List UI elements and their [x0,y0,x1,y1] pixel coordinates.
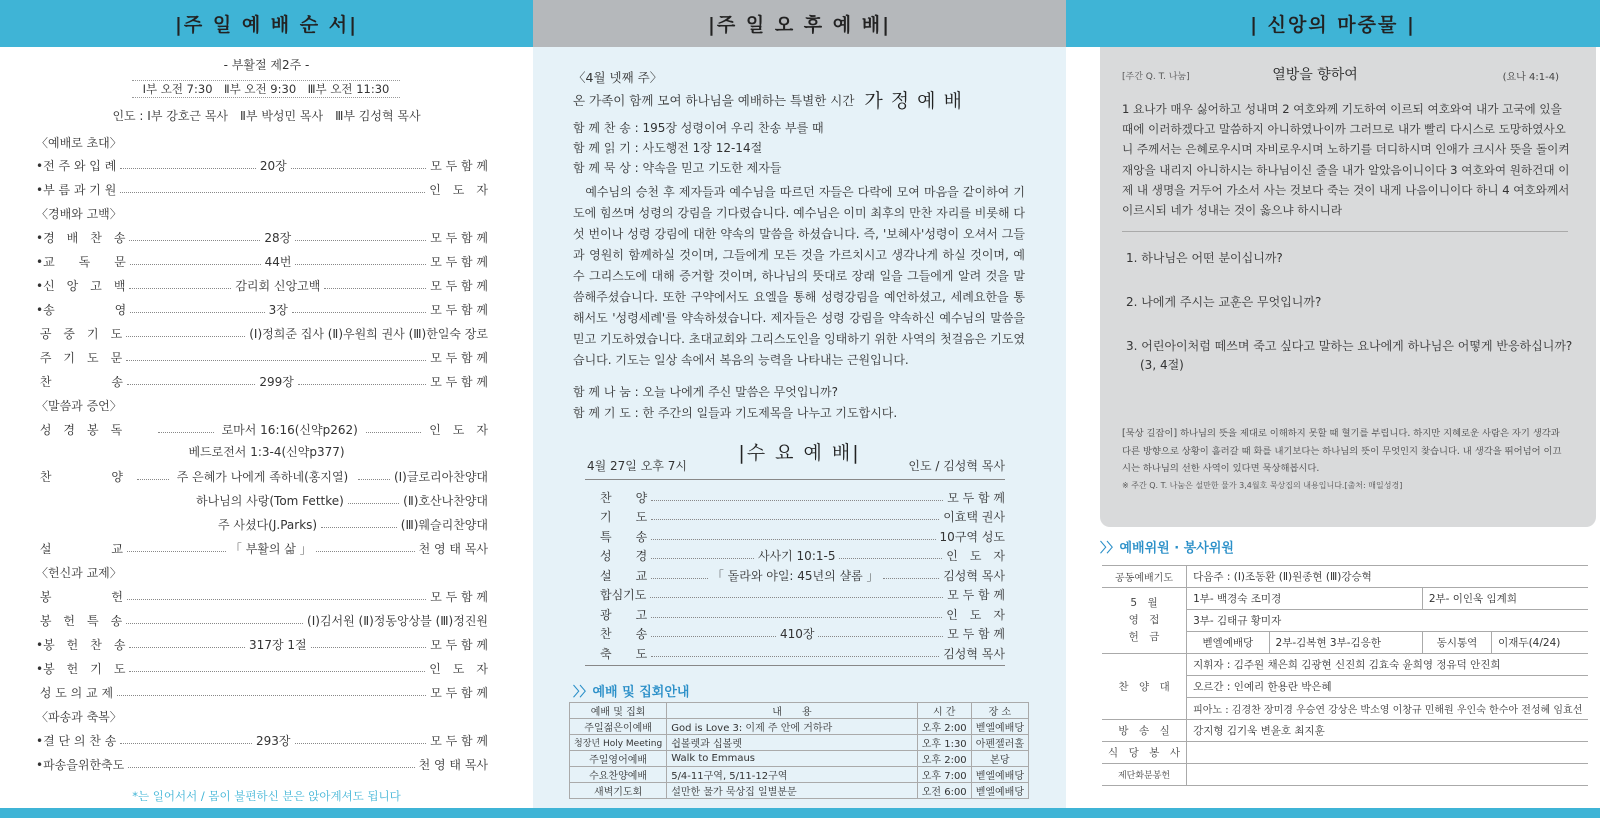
staff-row: 5 월 영 접 헌 금 1부- 백경숙 조미경 2부- 이인욱 임계희 [1102,588,1588,610]
order-row: •전 주 와 입 례 20장 모 두 함 께 [36,158,489,173]
meditation-guide: [묵상 길잡이] 하나님의 뜻을 제대로 이해하지 못할 때 혈기를 부립니다. 하지만 지혜로운 사람은 자기 생각과 다른 방향으로 상황이 흘러갈 때 화를 내기보다는 하나님의 뜻이 무엇인지 찾습니다. 내 생각을 뛰어넘어 이끄시는 하나님의 선한 사역이 있다면 묵상해봅시다. [1122,428,1562,474]
family-meditation: 함 께 묵 상 : 약속을 믿고 기도한 제자들 [573,161,782,175]
service-guide-title: 〉〉예배 및 집회안내 [573,685,690,700]
order-row: 주 기 도 문 모 두 함 께 [36,350,488,365]
order-row: 주 사셨다(J.Parks) (Ⅲ)웨슬리찬양대 [218,517,488,532]
section-invitation: 〈예배로 초대〉 [36,136,122,150]
wednesday-row: 성 경 사사기 10:1-5 인 도 자 [600,549,1006,563]
qt-label: [주간 Q. T. 나눔] [1122,72,1190,82]
family-prayer: 함 께 기 도 : 한 주간의 일들과 기도제목을 나누고 기도합시다. [573,406,898,420]
wednesday-row: 특 송 10구역 성도 [600,529,1005,544]
wednesday-leader: 인도 / 김성혁 목사 [908,459,1005,473]
order-row: •교 독 문 44번 모 두 함 께 [36,254,489,269]
section-sending: 〈파송과 축복〉 [36,710,122,724]
staff-row: 식 당 봉 사 [1102,742,1588,764]
wednesday-date: 4월 27일 오후 7시 [587,459,687,473]
service-guide-table [569,702,1029,799]
wednesday-row: 기 도 이효택 권사 [600,510,1005,524]
staff-row: 3부- 김태규 황미자 [1102,610,1588,632]
question-1: 1. 하나님은 어떤 분이십니까? [1126,251,1283,265]
qt-scripture: 1 요나가 매우 싫어하고 성내며 2 여호와께 기도하여 이르되 여호와여 내가 고국에 있을 때에 이러하겠다고 말씀하지 아니하였나이까 그러므로 내가 빨리 다시스로 도망하였사오니 주께서는 은혜로우시며 자비로우시며 노하기를 더디하시며 인애가 크시사 뜻을 돌이켜 재앙을 내리지 아니하시는 하나님이신 줄을 내가 알았음이니이다 3 여호와여 원하건대 이제 내 생명을 거두어 가소서 사는 것보다 죽는 것이 내게 나음이니이다 하니 4 여호와께서 이르시되 네가 성내는 것이 옳으냐 하시니라 [1122,102,1570,218]
staff-row: 제단화분봉헌 [1102,764,1588,786]
order-row: •봉 헌 찬 송 317장 1절 모 두 함 께 [36,637,488,652]
service-times: Ⅰ부 오전 7:30 Ⅱ부 오전 9:30 Ⅲ부 오전 11:30 [132,80,400,98]
guide-row: 새벽기도회 설만한 물가 묵상집 일별분문 오전 6:00 벧엘예배당 [570,783,1029,799]
family-sharing: 함 께 나 눔 : 오늘 나에게 주신 말씀은 무엇입니까? [573,385,838,399]
order-row: 봉 헌 모 두 함 께 [36,589,488,604]
bottom-bar [0,808,1600,818]
order-row: •결 단 의 찬 송 293장 모 두 함 께 [36,733,489,748]
order-row: •신 앙 고 백 감리회 신앙고백 모 두 함 께 [36,278,489,293]
order-row: 설 교 「 부활의 삶 」 천 영 태 목사 [36,541,488,556]
guide-row: 청장년 Holy Meeting 쉽볼렛과 십볼렛 오후 1:30 아펜젤러홀 [570,735,1029,751]
order-row: •봉 헌 기 도 인 도 자 [36,661,488,676]
order-row: 봉 헌 특 송 (Ⅰ)김서원 (Ⅱ)정동앙상블 (Ⅲ)정진원 [36,613,488,628]
order-row: 성 도 의 교 제 모 두 함 께 [36,685,488,700]
order-row: •파송을위한축도 천 영 태 목사 [36,757,488,772]
wednesday-bottom-rule [585,665,1005,666]
week-subtitle: - 부활절 제2주 - [223,58,310,72]
wednesday-worship-title: |수 요 예 배| [738,442,861,464]
order-row: 찬 양 주 은혜가 나에게 족하네(홍지열) (Ⅰ)글로리아찬양대 [36,469,489,484]
guide-row: 주일영어예배 Walk to Emmaus 오후 2:00 본당 [570,751,1029,767]
family-worship-heading: 가 정 예 배 [864,90,963,112]
staff-row: 오르간 : 인예리 한용란 박은혜 [1102,676,1588,698]
faith-title: | 신앙의 마중물 | [1066,0,1600,47]
second-scripture: 베드로전서 1:3-4(신약p377) [188,445,345,459]
sunday-worship-column [0,0,533,808]
meditation-body: 예수님의 승천 후 제자들과 예수님을 따르던 자들은 다락에 모여 마음을 같이하여 기도에 힘쓰며 성령의 강림을 기다렸습니다. 예수님은 이미 최후의 만찬 자리를 비롯해 다섯 번이나 성령 강림에 대한 약속의 말씀을 하셨습니다. 즉, '보혜사'성령이 오셔서 그들과 영원히 함께하실 것이며, 그들에게 모든 것을 가르치시고 생각나게 하실 것이며, 예수 그리스도에 대해 증거할 것이며, 하나님의 뜻대로 장래 일을 그들에게 알려 것을 말씀해주셨습니다. 또한 구약에서도 요엘을 통해 성령강림을 예언하셨고, 세례요한을 통해서도 '성령세례'를 약속하셨습니다. 제자들은 성령 강림을 약속하신 예수님의 말씀을 믿고 기도하였습니다. 초대교회와 그리스도인을 잉태하기 위한 사역의 첫걸음은 기도였습니다. 기도는 일상 속에서 복음의 능력을 나타내는 근원입니다. [573,185,1025,367]
qt-source: ※ 주간 Q. T. 나눔은 설만한 물가 3,4월호 묵상집의 내용입니다.[출처: 매일성경] [1122,481,1403,490]
wednesday-row: 합심기도 모 두 함 께 [600,588,1005,602]
guide-row: 주일젊은이예배 God is Love 3: 이제 주 안에 거하라 오후 2:00 벧엘예배당 [570,719,1029,735]
order-row: •경 배 찬 송 28장 모 두 함 께 [36,230,489,245]
wednesday-row: 설 교 「 돌라와 야일: 45년의 샬롬 」 김성혁 목사 [600,568,1005,583]
order-row: 찬 송 299장 모 두 함 께 [36,374,488,389]
staff-row: 벧엘예배당 2부-김복현 3부-김응한 동시통역 이재두(4/24) [1102,632,1588,654]
question-2: 2. 나에게 주시는 교훈은 무엇입니까? [1126,295,1322,309]
family-hymn: 함 께 찬 송 : 195장 성령이여 우리 찬송 부를 때 [573,121,824,135]
section-adoration: 〈경배와 고백〉 [36,207,122,221]
question-3: 3. 어린아이처럼 떼쓰며 죽고 싶다고 말하는 요나에게 하나님은 어떻게 반응하십니까? [1126,339,1573,353]
section-offering: 〈헌신과 교제〉 [36,566,122,580]
order-row: 공 중 기 도 (Ⅰ)정희준 집사 (Ⅱ)우원희 권사 (Ⅲ)한일숙 장로 [36,326,488,341]
wednesday-row: 축 도 김성혁 목사 [600,646,1005,661]
qt-title: 열방을 향하여 [1272,67,1358,83]
qt-box [1100,47,1596,527]
staff-table [1102,565,1588,786]
staff-row: 피아노 : 김경찬 장미경 우승연 강상은 박소영 이창규 민해원 우인숙 한수아 전성혜 임효선 [1102,698,1588,720]
afternoon-worship-title: |주 일 오 후 예 배| [533,0,1066,47]
family-reading: 함 께 읽 기 : 사도행전 1장 12-14절 [573,141,763,155]
week-label: 〈4월 넷째 주〉 [573,70,663,85]
order-row: •부 름 과 기 원 인 도 자 [36,182,488,197]
service-leaders: 인도 : Ⅰ부 강호근 목사 Ⅱ부 박성민 목사 Ⅲ부 김성혁 목사 [112,109,421,123]
section-word: 〈말씀과 증언〉 [36,399,122,413]
afternoon-worship-column [533,0,1066,808]
staff-row: 공동예배기도 다음주 : (Ⅰ)조동환 (Ⅱ)원종현 (Ⅲ)강승혁 [1102,566,1588,588]
wednesday-row: 찬 양 모 두 함 께 [600,490,1005,505]
order-row: 하나님의 사랑(Tom Fettke) (Ⅱ)호산나찬양대 [196,493,488,508]
family-worship-intro: 온 가족이 함께 모여 하나님을 예배하는 특별한 시간 가 정 예 배 [573,86,963,113]
standing-note: *는 일어서서 / 몸이 불편하신 분은 앉아계셔도 됩니다 [132,789,401,803]
sunday-worship-title: |주 일 예 배 순 서| [0,0,533,47]
order-row: •송 영 3장 모 두 함 께 [36,302,488,317]
guide-row: 수요찬양예배 5/4-11구역, 5/11-12구역 오후 7:00 벧엘예배당 [570,767,1029,783]
qt-reference: (요나 4:1-4) [1502,72,1559,83]
qt-divider [1122,231,1568,232]
wednesday-row: 광 고 인 도 자 [600,607,1005,622]
order-row: 성 경 봉 독 로마서 16:16(신약p262) 인 도 자 [36,422,488,437]
staff-row: 찬 양 대 지휘자 : 김주원 채은희 김광현 신진희 김효숙 윤희영 정유덕 안진희 [1102,654,1588,676]
staff-row: 방 송 실 강지형 김기욱 변윤호 최지훈 [1102,720,1588,742]
wednesday-row: 찬 송 410장 모 두 함 께 [600,627,1005,641]
wednesday-top-rule [585,479,1005,480]
guide-header-row: 예배 및 집회 내 용 시 간 장 소 [570,703,1029,719]
staff-title: 〉〉예배위원 · 봉사위원 [1100,541,1234,556]
question-3-verses: (3, 4절) [1140,358,1184,372]
